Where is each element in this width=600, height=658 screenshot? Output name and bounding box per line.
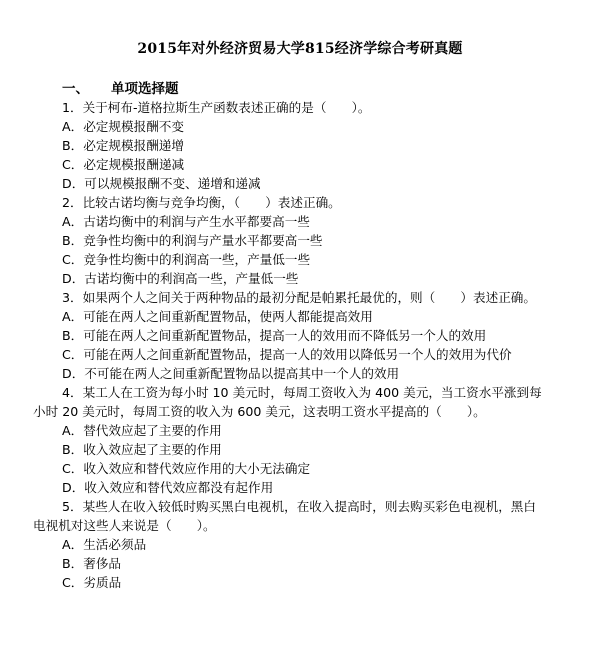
question-3-option-b: B．可能在两人之间重新配置物品，提高一人的效用而不降低另一个人的效用	[62, 328, 487, 343]
question-2: 2．比较古诺均衡与竞争均衡，（ ）表述正确。	[62, 195, 341, 210]
question-5-option-c: C．劣质品	[62, 575, 122, 590]
question-3-option-c: C．可能在两人之间重新配置物品，提高一人的效用以降低另一个人的效用为代价	[62, 347, 512, 362]
question-4-option-d: D．收入效应和替代效应都没有起作用	[62, 480, 274, 495]
question-1-option-d: D．可以规模报酬不变、递增和递减	[62, 176, 261, 191]
section-number: 一、	[62, 81, 89, 97]
question-2-option-b: B．竞争性均衡中的利润与产量水平都要高一些	[62, 233, 323, 248]
question-4-continued: 小时 20 美元时，每周工资的收入为 600 美元，这表明工资水平提高的（ ）。	[33, 404, 486, 419]
question-5-continued: 电视机对这些人来说是（ ）。	[33, 518, 216, 533]
section-heading	[62, 80, 179, 98]
question-4-option-c: C．收入效应和替代效应作用的大小无法确定	[62, 461, 311, 476]
question-5-option-a: A．生活必须品	[62, 537, 147, 552]
document-title: 2015年对外经济贸易大学815经济学综合考研真题	[137, 41, 463, 57]
question-5-option-b: B．奢侈品	[62, 556, 122, 571]
question-4-option-a: A．替代效应起了主要的作用	[62, 423, 222, 438]
question-3-option-d: D．不可能在两人之间重新配置物品以提高其中一个人的效用	[62, 366, 400, 381]
question-2-option-d: D．古诺均衡中的利润高一些，产量低一些	[62, 271, 299, 286]
question-1-option-c: C．必定规模报酬递减	[62, 157, 185, 172]
question-3-option-a: A．可能在两人之间重新配置物品，使两人都能提高效用	[62, 309, 373, 324]
section-label: 单项选择题	[111, 81, 179, 97]
question-4: 4．某工人在工资为每小时 10 美元时，每周工资收入为 400 美元，当工资水平涨到每	[62, 385, 542, 400]
question-2-option-c: C．竞争性均衡中的利润高一些，产量低一些	[62, 252, 311, 267]
question-1-option-b: B．必定规模报酬递增	[62, 138, 184, 153]
question-2-option-a: A．古诺均衡中的利润与产生水平都要高一些	[62, 214, 310, 229]
question-3: 3．如果两个人之间关于两种物品的最初分配是帕累托最优的，则（ ）表述正确。	[62, 290, 536, 305]
question-4-option-b: B．收入效应起了主要的作用	[62, 442, 222, 457]
question-1: 1．关于柯布-道格拉斯生产函数表述正确的是（ ）。	[62, 100, 371, 115]
question-1-option-a: A．必定规模报酬不变	[62, 119, 184, 134]
question-5: 5．某些人在收入较低时购买黑白电视机，在收入提高时，则去购买彩色电视机，黑白	[62, 499, 536, 514]
